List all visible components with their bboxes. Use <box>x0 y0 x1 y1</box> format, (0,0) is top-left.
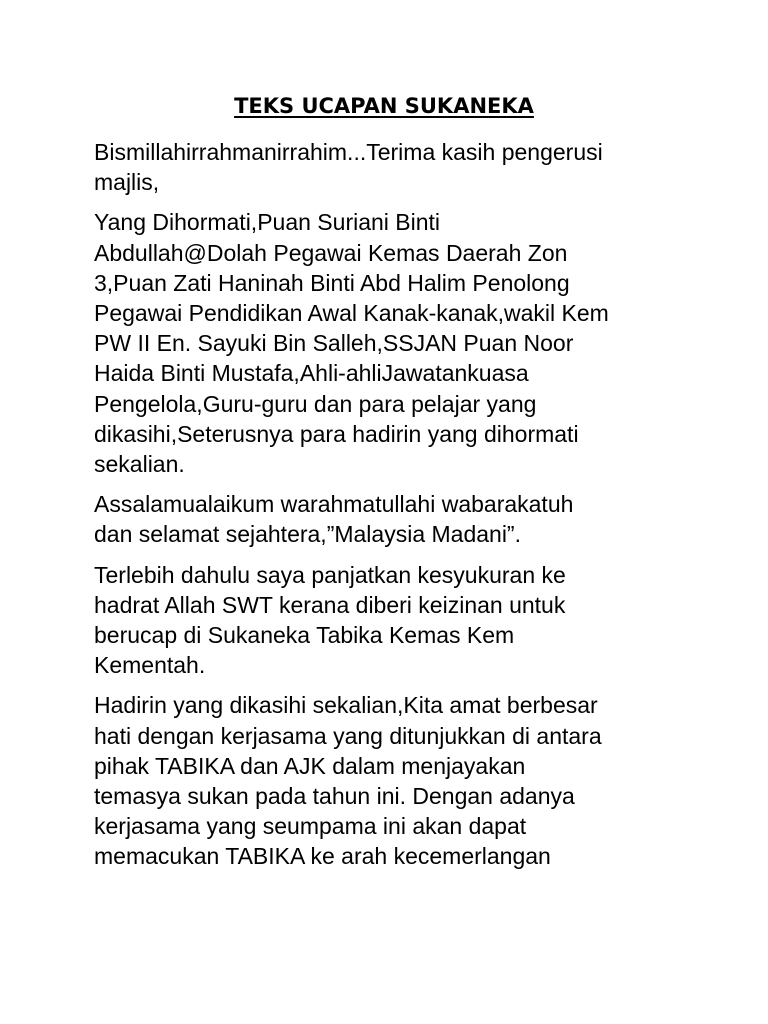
paragraph-5 <box>94 690 694 871</box>
paragraph-line: temasya sukan pada tahun ini. Dengan adanya <box>94 783 575 810</box>
paragraph-line: Abdullah@Dolah Pegawai Kemas Daerah Zon <box>94 239 568 266</box>
paragraph-line: Yang Dihormati,Puan Suriani Binti <box>94 209 441 236</box>
paragraph-line: hadrat Allah SWT kerana diberi keizinan untuk <box>94 591 566 618</box>
paragraph-2 <box>94 207 694 479</box>
paragraph-line: memacukan TABIKA ke arah kecemerlangan <box>94 843 551 870</box>
paragraph-line: dan selamat sejahtera,”Malaysia Madani”. <box>94 521 521 548</box>
document-body <box>94 137 694 882</box>
paragraph-line: berucap di Sukaneka Tabika Kemas Kem <box>94 622 515 649</box>
paragraph-line: Pegawai Pendidikan Awal Kanak-kanak,wakil Kem <box>94 300 609 327</box>
paragraph-line: Hadirin yang dikasihi sekalian,Kita amat berbesar <box>94 692 598 719</box>
document-title: TEKS UCAPAN SUKANEKA <box>234 94 534 118</box>
paragraph-3 <box>94 489 694 549</box>
paragraph-line: Bismillahirrahmanirrahim...Terima kasih pengerusi <box>94 139 603 165</box>
paragraph-line: Terlebih dahulu saya panjatkan kesyukuran ke <box>94 561 566 588</box>
paragraph-line: majlis, <box>94 169 160 196</box>
paragraph-line: Pengelola,Guru-guru dan para pelajar yang <box>94 390 537 417</box>
paragraph-line: 3,Puan Zati Haninah Binti Abd Halim Penolong <box>94 269 570 296</box>
paragraph-4 <box>94 560 694 681</box>
paragraph-line: PW II En. Sayuki Bin Salleh,SSJAN Puan Noor <box>94 330 574 357</box>
paragraph-line: Assalamualaikum warahmatullahi wabarakatuh <box>94 491 574 518</box>
paragraph-line: pihak TABIKA dan AJK dalam menjayakan <box>94 752 526 779</box>
paragraph-line: kerjasama yang seumpama ini akan dapat <box>94 813 527 840</box>
paragraph-line: sekalian. <box>94 451 185 478</box>
paragraph-1 <box>94 137 694 197</box>
paragraph-line: dikasihi,Seterusnya para hadirin yang dihormati <box>94 420 579 447</box>
paragraph-line: Haida Binti Mustafa,Ahli-ahliJawatankuasa <box>94 360 529 387</box>
paragraph-line: Kementah. <box>94 652 206 679</box>
paragraph-line: hati dengan kerjasama yang ditunjukkan di antara <box>94 722 602 749</box>
